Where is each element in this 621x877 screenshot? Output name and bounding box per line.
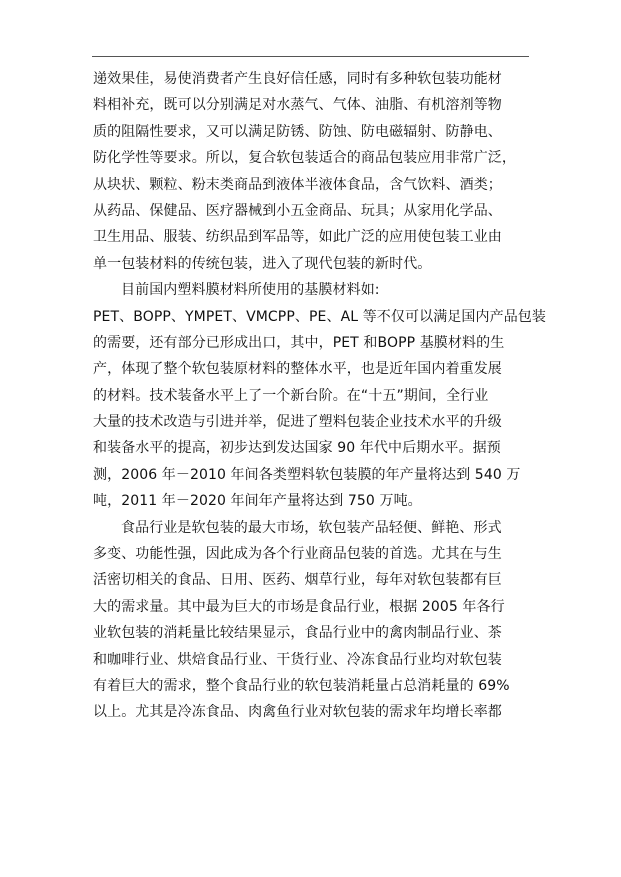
text-line: 从块状、颗粒、粉末类商品到液体半液体食品，含气饮料、酒类； bbox=[93, 176, 502, 193]
text-line: 大的需求量。其中最为巨大的市场是食品行业，根据 2005 年各行 bbox=[93, 598, 505, 615]
document-body bbox=[93, 66, 547, 726]
text-line: 防化学性等要求。所以，复合软包装适合的商品包装应用非常广泛， bbox=[93, 150, 516, 167]
text-line: 食品行业是软包装的最大市场，软包装产品轻便、鲜艳、形式 bbox=[121, 519, 502, 536]
paragraph-packaging-advantages bbox=[93, 66, 533, 277]
text-line: 多变、功能性强，因此成为各个行业商品包装的首选。尤其在与生 bbox=[93, 546, 502, 563]
text-line: 卫生用品、服装、纺织品到军品等，如此广泛的应用使包装工业由 bbox=[93, 229, 502, 246]
paragraph-base-film-materials bbox=[93, 277, 547, 515]
text-line: 吨，2011 年－2020 年间年产量将达到 750 万吨。 bbox=[93, 493, 422, 510]
text-line: 活密切相关的食品、日用、医药、烟草行业，每年对软包装都有巨 bbox=[93, 572, 502, 589]
text-line: 大量的技术改造与引进并举，促进了塑料包装企业技术水平的升级 bbox=[93, 414, 502, 431]
text-line: 有着巨大的需求，整个食品行业的软包装消耗量占总消耗量的 69% bbox=[93, 677, 510, 694]
header-rule bbox=[92, 56, 529, 57]
text-line: 和装备水平的提高，初步达到发达国家 90 年代中后期水平。据预 bbox=[93, 440, 501, 457]
text-line: 的材料。技术装备水平上了一个新台阶。在“十五”期间，全行业 bbox=[93, 387, 489, 404]
text-line: PET、BOPP、YMPET、VMCPP、PE、AL 等不仅可以满足国内产品包装 bbox=[93, 308, 547, 325]
text-line: 和咖啡行业、烘焙食品行业、干货行业、冷冻食品行业均对软包装 bbox=[93, 651, 502, 668]
text-line: 业软包装的消耗量比较结果显示，食品行业中的禽肉制品行业、茶 bbox=[93, 625, 502, 642]
text-line: 产，体现了整个软包装原材料的整体水平，也是近年国内着重发展 bbox=[93, 361, 502, 378]
text-line: 递效果佳，易使消费者产生良好信任感，同时有多种软包装功能材 bbox=[93, 71, 502, 87]
text-line: 料相补充，既可以分别满足对水蒸气、气体、油脂、有机溶剂等物 bbox=[93, 97, 502, 114]
text-line: 单一包装材料的传统包装，进入了现代包装的新时代。 bbox=[93, 255, 432, 272]
paragraph-food-industry-market bbox=[93, 515, 533, 726]
text-line: 从药品、保健品、医疗器械到小五金商品、玩具；从家用化学品、 bbox=[93, 202, 502, 219]
text-line: 测，2006 年－2010 年间各类塑料软包装膜的年产量将达到 540 万 bbox=[93, 466, 521, 483]
text-line: 目前国内塑料膜材料所使用的基膜材料如: bbox=[121, 282, 380, 299]
text-line: 以上。尤其是冷冻食品、肉禽鱼行业对软包装的需求年均增长率都 bbox=[93, 704, 502, 721]
text-line: 质的阻隔性要求，又可以满足防锈、防蚀、防电磁辐射、防静电、 bbox=[93, 123, 502, 140]
text-line: 的需要，还有部分已形成出口，其中，PET 和BOPP 基膜材料的生 bbox=[93, 334, 505, 351]
